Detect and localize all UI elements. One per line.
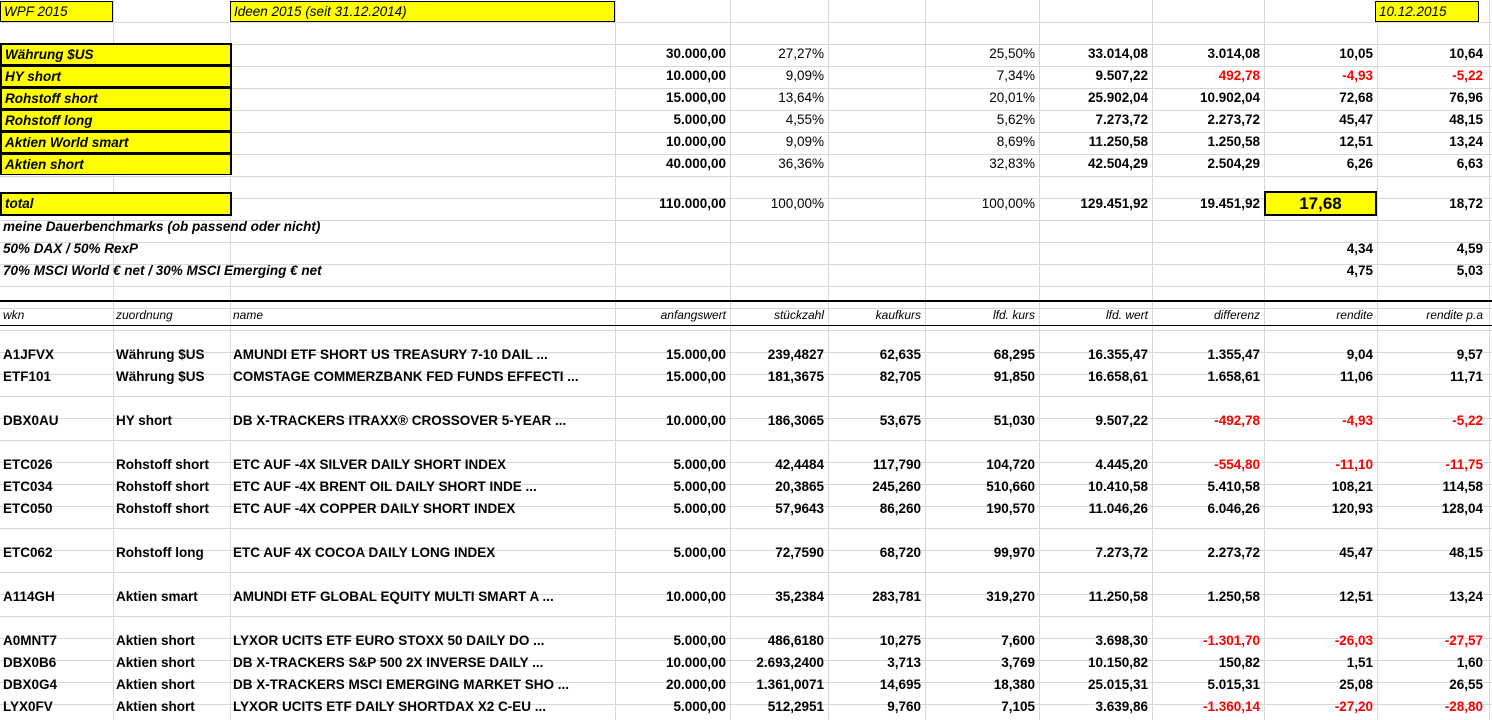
position-rendite-pa[interactable]: -11,75 <box>1445 457 1483 472</box>
summary-anfangswert[interactable]: 40.000,00 <box>665 156 726 171</box>
position-kaufkurs[interactable]: 62,635 <box>879 347 921 362</box>
position-name[interactable]: LYXOR UCITS ETF DAILY SHORTDAX X2 C-EU ... <box>233 699 547 714</box>
benchmark-2-label[interactable]: 70% MSCI World € net / 30% MSCI Emerging € net <box>3 263 322 278</box>
summary-label[interactable]: Aktien short <box>0 153 232 175</box>
position-zuordnung[interactable]: Rohstoff long <box>116 545 204 560</box>
grid-row-line <box>0 176 1492 177</box>
position-lfd-kurs[interactable]: 91,850 <box>993 369 1035 384</box>
position-zuordnung[interactable]: HY short <box>116 413 173 428</box>
position-name[interactable]: ETC AUF -4X SILVER DAILY SHORT INDEX <box>233 457 507 472</box>
grid-row-line <box>0 22 1492 23</box>
grid-row-line <box>0 616 1492 617</box>
header-stueckzahl[interactable]: stückzahl <box>773 308 824 322</box>
summary-pct2[interactable]: 32,83% <box>989 156 1035 171</box>
section-divider <box>0 300 1492 302</box>
position-name[interactable]: DB X-TRACKERS S&P 500 2X INVERSE DAILY ... <box>233 655 544 670</box>
position-zuordnung[interactable]: Währung $US <box>116 369 205 384</box>
grid-row-line <box>0 330 1492 331</box>
position-rendite[interactable]: 9,04 <box>1346 347 1373 362</box>
position-stueckzahl[interactable]: 2.693,2400 <box>756 655 824 670</box>
cell-total-rendite[interactable]: 17,68 <box>1264 191 1377 216</box>
position-rendite[interactable]: 25,08 <box>1339 677 1373 692</box>
summary-pct2[interactable]: 7,34% <box>996 68 1035 83</box>
position-stueckzahl[interactable]: 57,9643 <box>775 501 824 516</box>
header-differenz[interactable]: differenz <box>1213 308 1260 322</box>
position-kaufkurs[interactable]: 3,713 <box>887 655 921 670</box>
position-lfd-kurs[interactable]: 68,295 <box>993 347 1035 362</box>
position-lfd-wert[interactable]: 10.410,58 <box>1087 479 1148 494</box>
position-wkn[interactable]: ETF101 <box>3 369 52 384</box>
header-anfangswert[interactable]: anfangswert <box>660 308 726 322</box>
summary-label[interactable]: Rohstoff long <box>0 109 232 131</box>
position-name[interactable]: DB X-TRACKERS MSCI EMERGING MARKET SHO ... <box>233 677 570 692</box>
cell-wpf-title[interactable]: WPF 2015 <box>0 1 113 22</box>
position-anfangswert[interactable]: 15.000,00 <box>665 347 726 362</box>
position-differenz[interactable]: -1.360,14 <box>1202 699 1260 714</box>
position-stueckzahl[interactable]: 186,3065 <box>767 413 824 428</box>
position-kaufkurs[interactable]: 68,720 <box>879 545 921 560</box>
summary-pct1[interactable]: 13,64% <box>778 90 824 105</box>
position-stueckzahl[interactable]: 239,4827 <box>767 347 824 362</box>
position-stueckzahl[interactable]: 42,4484 <box>775 457 824 472</box>
position-kaufkurs[interactable]: 53,675 <box>879 413 921 428</box>
summary-label[interactable]: HY short <box>0 65 232 87</box>
position-wkn[interactable]: DBX0G4 <box>3 677 58 692</box>
position-lfd-wert[interactable]: 16.355,47 <box>1087 347 1148 362</box>
position-lfd-kurs[interactable]: 319,270 <box>986 589 1035 604</box>
position-differenz[interactable]: -1.301,70 <box>1202 633 1260 648</box>
position-lfd-wert[interactable]: 11.046,26 <box>1088 501 1148 516</box>
summary-pct1[interactable]: 36,36% <box>778 156 824 171</box>
summary-pct1[interactable]: 9,09% <box>785 68 824 83</box>
position-name[interactable]: ETC AUF 4X COCOA DAILY LONG INDEX <box>233 545 496 560</box>
position-zuordnung[interactable]: Währung $US <box>116 347 205 362</box>
grid-row-line <box>0 396 1492 397</box>
cell-total-label[interactable]: total <box>0 192 232 216</box>
position-differenz[interactable]: -492,78 <box>1214 413 1260 428</box>
summary-pct1[interactable]: 9,09% <box>785 134 824 149</box>
summary-anfangswert[interactable]: 10.000,00 <box>665 134 726 149</box>
position-wkn[interactable]: ETC034 <box>3 479 53 494</box>
summary-differenz[interactable]: 492,78 <box>1218 68 1260 83</box>
position-rendite-pa[interactable]: 128,04 <box>1441 501 1483 516</box>
position-lfd-wert[interactable]: 3.698,30 <box>1095 633 1148 648</box>
summary-label[interactable]: Rohstoff short <box>0 87 232 109</box>
summary-label[interactable]: Währung $US <box>0 43 232 65</box>
summary-differenz[interactable]: 2.273,72 <box>1207 112 1260 127</box>
position-rendite[interactable]: -26,03 <box>1334 633 1373 648</box>
position-rendite[interactable]: -27,20 <box>1334 699 1373 714</box>
position-anfangswert[interactable]: 10.000,00 <box>665 655 726 670</box>
summary-rendite[interactable]: 72,68 <box>1339 90 1373 105</box>
position-lfd-kurs[interactable]: 510,660 <box>986 479 1035 494</box>
summary-rendite[interactable]: 45,47 <box>1339 112 1373 127</box>
position-differenz[interactable]: -554,80 <box>1214 457 1260 472</box>
summary-pct2[interactable]: 5,62% <box>996 112 1035 127</box>
grid-column-line <box>1489 0 1490 720</box>
position-zuordnung[interactable]: Aktien short <box>116 655 195 670</box>
position-stueckzahl[interactable]: 20,3865 <box>775 479 824 494</box>
position-lfd-kurs[interactable]: 51,030 <box>993 413 1035 428</box>
header-lfd-kurs[interactable]: lfd. kurs <box>992 308 1035 322</box>
position-rendite-pa[interactable]: 9,57 <box>1456 347 1483 362</box>
position-differenz[interactable]: 6.046,26 <box>1207 501 1260 516</box>
summary-anfangswert[interactable]: 15.000,00 <box>665 90 726 105</box>
cell-total-wert[interactable]: 129.451,92 <box>1080 196 1148 211</box>
position-stueckzahl[interactable]: 72,7590 <box>775 545 824 560</box>
position-wkn[interactable]: A114GH <box>3 589 55 604</box>
benchmark-1-rendite-pa[interactable]: 4,59 <box>1456 241 1483 256</box>
header-zuordnung[interactable]: zuordnung <box>116 308 173 322</box>
benchmark-1-rendite[interactable]: 4,34 <box>1346 241 1373 256</box>
position-rendite[interactable]: -4,93 <box>1342 413 1373 428</box>
position-anfangswert[interactable]: 20.000,00 <box>665 677 726 692</box>
header-rendite[interactable]: rendite <box>1336 308 1373 322</box>
position-lfd-wert[interactable]: 4.445,20 <box>1095 457 1148 472</box>
summary-rendite[interactable]: 12,51 <box>1339 134 1373 149</box>
position-lfd-wert[interactable]: 11.250,58 <box>1088 589 1148 604</box>
position-lfd-kurs[interactable]: 7,600 <box>1001 633 1035 648</box>
position-rendite-pa[interactable]: 26,55 <box>1449 677 1483 692</box>
position-zuordnung[interactable]: Aktien smart <box>116 589 198 604</box>
position-zuordnung[interactable]: Rohstoff short <box>116 457 209 472</box>
position-rendite[interactable]: 1,51 <box>1346 655 1373 670</box>
header-kaufkurs[interactable]: kaufkurs <box>875 308 921 322</box>
position-lfd-wert[interactable]: 9.507,22 <box>1095 413 1148 428</box>
cell-total-anfang[interactable]: 110.000,00 <box>659 196 726 211</box>
position-differenz[interactable]: 5.410,58 <box>1207 479 1260 494</box>
position-name[interactable]: ETC AUF -4X BRENT OIL DAILY SHORT INDE ... <box>233 479 537 494</box>
position-rendite[interactable]: 45,47 <box>1339 545 1373 560</box>
header-name[interactable]: name <box>233 308 264 322</box>
position-lfd-wert[interactable]: 10.150,82 <box>1087 655 1148 670</box>
position-name[interactable]: LYXOR UCITS ETF EURO STOXX 50 DAILY DO ... <box>233 633 545 648</box>
position-zuordnung[interactable]: Aktien short <box>116 699 195 714</box>
position-wkn[interactable]: DBX0B6 <box>3 655 57 670</box>
position-wkn[interactable]: A0MNT7 <box>3 633 58 648</box>
position-zuordnung[interactable]: Aktien short <box>116 677 195 692</box>
position-stueckzahl[interactable]: 181,3675 <box>767 369 824 384</box>
position-rendite-pa[interactable]: 1,60 <box>1456 655 1483 670</box>
position-kaufkurs[interactable]: 283,781 <box>872 589 921 604</box>
summary-rendite[interactable]: -4,93 <box>1342 68 1373 83</box>
position-wkn[interactable]: LYX0FV <box>3 699 53 714</box>
position-rendite-pa[interactable]: -5,22 <box>1452 413 1483 428</box>
position-name[interactable]: DB X-TRACKERS ITRAXX® CROSSOVER 5-YEAR ... <box>233 413 567 428</box>
position-lfd-kurs[interactable]: 104,720 <box>986 457 1035 472</box>
position-anfangswert[interactable]: 5.000,00 <box>673 457 726 472</box>
header-underline <box>0 325 1492 326</box>
grid-row-line <box>0 440 1492 441</box>
position-anfangswert[interactable]: 15.000,00 <box>665 369 726 384</box>
position-lfd-kurs[interactable]: 190,570 <box>986 501 1035 516</box>
position-kaufkurs[interactable]: 245,260 <box>872 479 921 494</box>
summary-pct1[interactable]: 4,55% <box>785 112 824 127</box>
summary-anfangswert[interactable]: 10.000,00 <box>665 68 726 83</box>
position-wkn[interactable]: ETC026 <box>3 457 53 472</box>
position-stueckzahl[interactable]: 1.361,0071 <box>756 677 824 692</box>
grid-row-line <box>0 286 1492 287</box>
summary-lfd-wert[interactable]: 9.507,22 <box>1095 68 1148 83</box>
position-lfd-kurs[interactable]: 99,970 <box>993 545 1035 560</box>
summary-rendite-pa[interactable]: 13,24 <box>1449 134 1483 149</box>
position-stueckzahl[interactable]: 512,2951 <box>767 699 824 714</box>
position-kaufkurs[interactable]: 86,260 <box>879 501 921 516</box>
position-zuordnung[interactable]: Rohstoff short <box>116 501 209 516</box>
summary-differenz[interactable]: 1.250,58 <box>1207 134 1260 149</box>
position-stueckzahl[interactable]: 486,6180 <box>767 633 824 648</box>
position-wkn[interactable]: DBX0AU <box>3 413 59 428</box>
grid-row-line <box>0 528 1492 529</box>
position-rendite-pa[interactable]: 13,24 <box>1449 589 1483 604</box>
position-wkn[interactable]: A1JFVX <box>3 347 55 362</box>
position-lfd-wert[interactable]: 3.639,86 <box>1095 699 1148 714</box>
benchmarks-title[interactable]: meine Dauerbenchmarks (ob passend oder nicht) <box>3 219 321 234</box>
summary-lfd-wert[interactable]: 7.273,72 <box>1095 112 1148 127</box>
position-rendite-pa[interactable]: -28,80 <box>1444 699 1483 714</box>
position-name[interactable]: ETC AUF -4X COPPER DAILY SHORT INDEX <box>233 501 516 516</box>
position-lfd-kurs[interactable]: 7,105 <box>1001 699 1035 714</box>
benchmark-1-label[interactable]: 50% DAX / 50% RexP <box>3 241 139 256</box>
summary-anfangswert[interactable]: 30.000,00 <box>665 46 726 61</box>
position-wkn[interactable]: ETC050 <box>3 501 53 516</box>
summary-lfd-wert[interactable]: 33.014,08 <box>1087 46 1148 61</box>
position-kaufkurs[interactable]: 10,275 <box>879 633 921 648</box>
summary-rendite[interactable]: 10,05 <box>1339 46 1373 61</box>
position-name[interactable]: COMSTAGE COMMERZBANK FED FUNDS EFFECTI ... <box>233 369 579 384</box>
summary-rendite-pa[interactable]: 6,63 <box>1456 156 1483 171</box>
header-lfd-wert[interactable]: lfd. wert <box>1105 308 1148 322</box>
summary-rendite-pa[interactable]: -5,22 <box>1452 68 1483 83</box>
position-differenz[interactable]: 1.250,58 <box>1207 589 1260 604</box>
position-kaufkurs[interactable]: 117,790 <box>872 457 921 472</box>
position-wkn[interactable]: ETC062 <box>3 545 53 560</box>
summary-lfd-wert[interactable]: 11.250,58 <box>1088 134 1148 149</box>
summary-anfangswert[interactable]: 5.000,00 <box>673 112 726 127</box>
summary-rendite-pa[interactable]: 48,15 <box>1449 112 1483 127</box>
position-differenz[interactable]: 1.355,47 <box>1207 347 1260 362</box>
summary-rendite[interactable]: 6,26 <box>1346 156 1373 171</box>
cell-total-diff[interactable]: 19.451,92 <box>1199 196 1260 211</box>
position-rendite-pa[interactable]: 114,58 <box>1442 479 1483 494</box>
header-rendite-pa[interactable]: rendite p.a <box>1426 308 1483 322</box>
position-rendite[interactable]: 120,93 <box>1331 501 1373 516</box>
position-lfd-kurs[interactable]: 18,380 <box>993 677 1035 692</box>
position-lfd-wert[interactable]: 7.273,72 <box>1095 545 1148 560</box>
cell-date[interactable]: 10.12.2015 <box>1375 1 1479 22</box>
benchmark-2-rendite-pa[interactable]: 5,03 <box>1456 263 1483 278</box>
grid-row-line <box>0 572 1492 573</box>
summary-rendite-pa[interactable]: 76,96 <box>1449 90 1483 105</box>
summary-rendite-pa[interactable]: 10,64 <box>1449 46 1483 61</box>
summary-pct2[interactable]: 20,01% <box>989 90 1035 105</box>
position-lfd-kurs[interactable]: 3,769 <box>1001 655 1035 670</box>
position-name[interactable]: AMUNDI ETF SHORT US TREASURY 7-10 DAIL ... <box>233 347 548 362</box>
cell-total-pct1[interactable]: 100,00% <box>770 196 824 211</box>
benchmark-2-rendite[interactable]: 4,75 <box>1346 263 1373 278</box>
position-rendite[interactable]: 11,06 <box>1339 369 1373 384</box>
header-wkn[interactable]: wkn <box>3 308 25 322</box>
summary-pct1[interactable]: 27,27% <box>778 46 824 61</box>
position-lfd-wert[interactable]: 16.658,61 <box>1087 369 1148 384</box>
summary-lfd-wert[interactable]: 42.504,29 <box>1087 156 1148 171</box>
summary-pct2[interactable]: 8,69% <box>996 134 1035 149</box>
cell-total-rendite-pa[interactable]: 18,72 <box>1449 196 1483 211</box>
position-anfangswert[interactable]: 10.000,00 <box>665 589 726 604</box>
summary-differenz[interactable]: 3.014,08 <box>1207 46 1260 61</box>
position-rendite-pa[interactable]: 48,15 <box>1449 545 1483 560</box>
position-anfangswert[interactable]: 5.000,00 <box>673 699 726 714</box>
summary-label[interactable]: Aktien World smart <box>0 131 232 153</box>
position-name[interactable]: AMUNDI ETF GLOBAL EQUITY MULTI SMART A ... <box>233 589 554 604</box>
position-zuordnung[interactable]: Aktien short <box>116 633 195 648</box>
position-rendite[interactable]: -11,10 <box>1335 457 1373 472</box>
position-differenz[interactable]: 150,82 <box>1218 655 1260 670</box>
summary-lfd-wert[interactable]: 25.902,04 <box>1087 90 1148 105</box>
position-lfd-wert[interactable]: 25.015,31 <box>1087 677 1148 692</box>
position-anfangswert[interactable]: 5.000,00 <box>673 479 726 494</box>
position-rendite-pa[interactable]: 11,71 <box>1449 369 1483 384</box>
position-anfangswert[interactable]: 5.000,00 <box>673 545 726 560</box>
position-kaufkurs[interactable]: 82,705 <box>879 369 921 384</box>
position-rendite[interactable]: 108,21 <box>1331 479 1373 494</box>
position-differenz[interactable]: 5.015,31 <box>1207 677 1260 692</box>
position-differenz[interactable]: 1.658,61 <box>1207 369 1260 384</box>
position-stueckzahl[interactable]: 35,2384 <box>775 589 824 604</box>
position-kaufkurs[interactable]: 14,695 <box>879 677 921 692</box>
position-anfangswert[interactable]: 10.000,00 <box>665 413 726 428</box>
position-kaufkurs[interactable]: 9,760 <box>887 699 921 714</box>
position-differenz[interactable]: 2.273,72 <box>1207 545 1260 560</box>
position-rendite[interactable]: 12,51 <box>1339 589 1373 604</box>
summary-differenz[interactable]: 10.902,04 <box>1199 90 1260 105</box>
position-rendite-pa[interactable]: -27,57 <box>1444 633 1483 648</box>
position-zuordnung[interactable]: Rohstoff short <box>116 479 209 494</box>
cell-total-pct2[interactable]: 100,00% <box>981 196 1035 211</box>
position-anfangswert[interactable]: 5.000,00 <box>673 633 726 648</box>
cell-ideen-title[interactable]: Ideen 2015 (seit 31.12.2014) <box>230 1 615 22</box>
summary-differenz[interactable]: 2.504,29 <box>1207 156 1260 171</box>
summary-pct2[interactable]: 25,50% <box>989 46 1035 61</box>
position-anfangswert[interactable]: 5.000,00 <box>673 501 726 516</box>
